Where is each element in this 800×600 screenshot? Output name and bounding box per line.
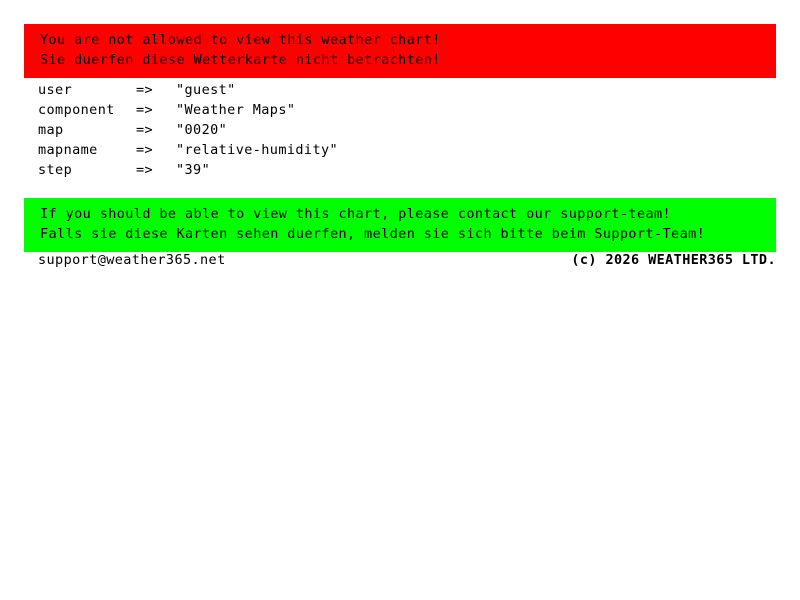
- parameter-arrow-user: =>: [136, 82, 154, 98]
- parameter-key-step: step: [38, 162, 73, 178]
- parameter-arrow-mapname: =>: [136, 142, 154, 158]
- parameter-key-map: map: [38, 122, 64, 138]
- parameter-value-component: "Weather Maps": [176, 102, 296, 118]
- parameter-key-component: component: [38, 102, 115, 118]
- parameter-value-mapname: "relative-humidity": [176, 142, 339, 158]
- parameter-list: [38, 80, 778, 180]
- error-banner-line-de: Sie duerfen diese Wetterkarte nicht betrachten!: [40, 52, 441, 68]
- parameter-row-mapname: [38, 140, 778, 160]
- error-banner-line-en: You are not allowed to view this weather chart!: [40, 32, 441, 48]
- support-email-link[interactable]: support@weather365.net: [38, 252, 226, 268]
- parameter-row-component: [38, 100, 778, 120]
- parameter-value-user: "guest": [176, 82, 236, 98]
- info-banner: [24, 198, 776, 252]
- parameter-row-user: [38, 80, 778, 100]
- parameter-value-step: "39": [176, 162, 211, 178]
- footer: [38, 250, 776, 270]
- parameter-key-user: user: [38, 82, 73, 98]
- parameter-arrow-map: =>: [136, 122, 154, 138]
- info-banner-line-de: Falls sie diese Karten sehen duerfen, melden sie sich bitte beim Support-Team!: [40, 226, 706, 242]
- parameter-row-step: [38, 160, 778, 180]
- info-banner-line-en: If you should be able to view this chart, please contact our support-team!: [40, 206, 672, 222]
- parameter-row-map: [38, 120, 778, 140]
- error-banner: [24, 24, 776, 78]
- parameter-value-map: "0020": [176, 122, 228, 138]
- parameter-arrow-component: =>: [136, 102, 154, 118]
- parameter-key-mapname: mapname: [38, 142, 98, 158]
- parameter-arrow-step: =>: [136, 162, 154, 178]
- copyright-text: (c) 2026 WEATHER365 LTD.: [571, 252, 776, 268]
